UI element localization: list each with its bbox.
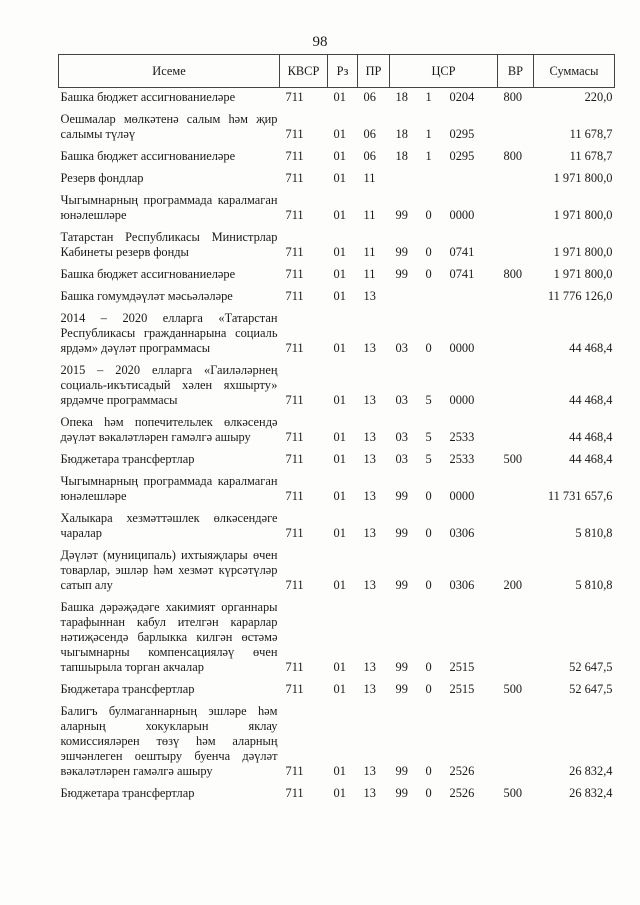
- row-rz: 01: [333, 489, 346, 503]
- row-rz: 01: [333, 786, 346, 800]
- row-sum: 1 971 800,0: [553, 208, 613, 222]
- row-name: Башка гомумдәүләт мәсьәләләре: [60, 289, 233, 303]
- row-kvsr: 711: [285, 208, 304, 222]
- row-pr: 13: [363, 489, 376, 503]
- row-sum: 11 678,7: [569, 149, 613, 163]
- row-pr: 11: [363, 208, 376, 222]
- row-csr-direction: 0741: [449, 267, 475, 281]
- row-csr-subprogram: 0: [425, 526, 432, 540]
- row-sum: 11 776 126,0: [547, 289, 613, 303]
- row-pr: 13: [363, 786, 376, 800]
- row-rz: 01: [333, 245, 346, 259]
- header-csr: ЦСР: [390, 55, 498, 88]
- row-rz: 01: [333, 171, 346, 185]
- row-csr-program: 18: [395, 149, 408, 163]
- table-row: [59, 784, 615, 806]
- table-header-row: [59, 55, 615, 88]
- row-csr-program: 99: [395, 267, 408, 281]
- row-csr-direction: [444, 287, 498, 309]
- row-vr: [498, 361, 534, 413]
- table-row: [59, 450, 615, 472]
- row-rz: 01: [333, 682, 346, 696]
- row-csr-program: 99: [395, 578, 408, 592]
- table-row: [59, 598, 615, 680]
- table-row: [59, 191, 615, 228]
- header-sum: Суммасы: [534, 55, 615, 88]
- row-kvsr: 711: [285, 489, 304, 503]
- table-row: [59, 228, 615, 265]
- row-vr: [498, 191, 534, 228]
- row-pr: 13: [363, 289, 376, 303]
- row-kvsr: 711: [285, 149, 304, 163]
- row-kvsr: 711: [285, 682, 304, 696]
- row-rz: 01: [333, 341, 346, 355]
- row-pr: 13: [363, 526, 376, 540]
- row-rz: 01: [333, 660, 346, 674]
- row-name: Башка бюджет ассигнованиеләре: [60, 149, 236, 163]
- row-sum: 44 468,4: [569, 393, 613, 407]
- row-sum: 44 468,4: [569, 430, 613, 444]
- row-csr-program: 99: [395, 786, 408, 800]
- header-name: Исеме: [59, 55, 280, 88]
- row-csr-subprogram: [420, 287, 444, 309]
- table-row: [59, 287, 615, 309]
- row-rz: 01: [333, 452, 346, 466]
- table-row: [59, 546, 615, 598]
- row-rz: 01: [333, 764, 346, 778]
- row-vr: [498, 287, 534, 309]
- row-vr: [498, 169, 534, 191]
- row-pr: 13: [363, 578, 376, 592]
- row-kvsr: 711: [285, 526, 304, 540]
- row-vr: 500: [503, 682, 523, 696]
- row-csr-direction: 2533: [449, 430, 475, 444]
- table-body: [59, 88, 615, 807]
- row-csr-subprogram: 0: [425, 764, 432, 778]
- row-csr-direction: 0295: [449, 149, 475, 163]
- row-sum: 11 731 657,6: [547, 489, 613, 503]
- row-csr-direction: 0306: [449, 526, 475, 540]
- row-rz: 01: [333, 526, 346, 540]
- row-kvsr: 711: [285, 90, 304, 104]
- row-vr: 200: [503, 578, 523, 592]
- row-sum: 5 810,8: [575, 578, 613, 592]
- row-pr: 13: [363, 393, 376, 407]
- row-csr-direction: 0000: [449, 341, 475, 355]
- row-vr: 500: [503, 452, 523, 466]
- row-csr-program: 03: [395, 393, 408, 407]
- table-row: [59, 361, 615, 413]
- table-row: [59, 88, 615, 111]
- table-row: [59, 110, 615, 147]
- row-csr-program: 99: [395, 526, 408, 540]
- row-name: Бюджетара трансфертлар: [60, 682, 195, 696]
- row-csr-program: 99: [395, 682, 408, 696]
- row-rz: 01: [333, 267, 346, 281]
- row-kvsr: 711: [285, 171, 304, 185]
- row-pr: 06: [363, 90, 376, 104]
- row-sum: 1 971 800,0: [553, 245, 613, 259]
- row-csr-program: [390, 287, 420, 309]
- row-csr-subprogram: 5: [425, 430, 432, 444]
- row-name: Чыгымнарның программада каралмаган юнәлешләре: [60, 193, 278, 222]
- table-row: [59, 472, 615, 509]
- row-name: 2014 – 2020 елларга «Татарстан Республикасы гражданнарына социаль ярдәм» дәүләт программасы: [60, 311, 278, 355]
- row-csr-program: 99: [395, 489, 408, 503]
- row-rz: 01: [333, 149, 346, 163]
- row-kvsr: 711: [285, 289, 304, 303]
- row-vr: [498, 110, 534, 147]
- row-kvsr: 711: [285, 786, 304, 800]
- row-pr: 06: [363, 127, 376, 141]
- header-pr: ПР: [358, 55, 390, 88]
- page-number: 98: [312, 34, 328, 50]
- row-sum: 26 832,4: [569, 764, 613, 778]
- row-rz: 01: [333, 127, 346, 141]
- row-csr-direction: 0000: [449, 489, 475, 503]
- row-kvsr: 711: [285, 341, 304, 355]
- row-kvsr: 711: [285, 764, 304, 778]
- row-pr: 13: [363, 341, 376, 355]
- row-csr-direction: [444, 169, 498, 191]
- row-csr-subprogram: 0: [425, 660, 432, 674]
- row-csr-subprogram: 0: [425, 578, 432, 592]
- row-pr: 13: [363, 764, 376, 778]
- row-kvsr: 711: [285, 660, 304, 674]
- row-csr-direction: 2515: [449, 682, 475, 696]
- row-kvsr: 711: [285, 267, 304, 281]
- row-sum: 44 468,4: [569, 452, 613, 466]
- row-sum: 26 832,4: [569, 786, 613, 800]
- row-name: Чыгымнарның программада каралмаган юнәлешләре: [60, 474, 278, 503]
- table-row: [59, 147, 615, 169]
- row-csr-subprogram: 0: [425, 208, 432, 222]
- row-vr: [498, 702, 534, 784]
- row-name: Башка бюджет ассигнованиеләре: [60, 90, 236, 104]
- row-csr-subprogram: 1: [425, 90, 432, 104]
- row-sum: 44 468,4: [569, 341, 613, 355]
- header-kvsr: КВСР: [280, 55, 328, 88]
- budget-table: [58, 54, 615, 806]
- row-sum: 1 971 800,0: [553, 171, 613, 185]
- row-csr-subprogram: 0: [425, 489, 432, 503]
- row-csr-subprogram: 1: [425, 127, 432, 141]
- row-vr: [498, 228, 534, 265]
- row-pr: 11: [363, 245, 376, 259]
- row-sum: 220,0: [584, 90, 613, 104]
- row-csr-direction: 2526: [449, 764, 475, 778]
- table-row: [59, 265, 615, 287]
- row-rz: 01: [333, 430, 346, 444]
- row-kvsr: 711: [285, 430, 304, 444]
- table-row: [59, 413, 615, 450]
- table-row: [59, 702, 615, 784]
- row-csr-subprogram: 5: [425, 452, 432, 466]
- row-rz: 01: [333, 90, 346, 104]
- row-kvsr: 711: [285, 452, 304, 466]
- row-csr-direction: 0295: [449, 127, 475, 141]
- row-vr: [498, 472, 534, 509]
- row-name: Татарстан Республикасы Министрлар Кабинеты резерв фонды: [60, 230, 278, 259]
- row-vr: 500: [503, 786, 523, 800]
- row-sum: 52 647,5: [569, 682, 613, 696]
- row-vr: [498, 309, 534, 361]
- row-name: Балигъ булмаганнарның эшләре һәм аларның хокукларын яклау комиссияләрен төзү һәм аларның эшчәнлеген оештыру буенча дәүләт вәкаләтләрен гамәлгә ашыру: [60, 704, 278, 778]
- row-csr-program: 99: [395, 208, 408, 222]
- row-csr-program: [390, 169, 420, 191]
- row-name: Оешмалар мөлкәтенә салым һәм җир салымы түләү: [60, 112, 278, 141]
- row-vr: [498, 509, 534, 546]
- row-pr: 11: [363, 267, 376, 281]
- row-name: Башка бюджет ассигнованиеләре: [60, 267, 236, 281]
- row-csr-direction: 0000: [449, 208, 475, 222]
- row-vr: [498, 413, 534, 450]
- row-name: Башка дәрәҗәдәге хакимият органнары тарафыннан кабул ителгән карарлар нәтиҗәсендә барлыкка килгән өстәмә чыгымнарны компенсацияләү өчен тапшырыла торган акчалар: [60, 600, 278, 674]
- row-rz: 01: [333, 578, 346, 592]
- row-vr: 800: [503, 267, 523, 281]
- row-csr-program: 99: [395, 245, 408, 259]
- row-sum: 52 647,5: [569, 660, 613, 674]
- row-csr-direction: 0204: [449, 90, 475, 104]
- row-csr-subprogram: 0: [425, 682, 432, 696]
- row-kvsr: 711: [285, 578, 304, 592]
- row-csr-subprogram: [420, 169, 444, 191]
- row-csr-subprogram: 5: [425, 393, 432, 407]
- row-csr-program: 99: [395, 764, 408, 778]
- row-name: Опека һәм попечительлек өлкәсендә дәүләт вәкаләтләрен гамәлгә ашыру: [60, 415, 278, 444]
- row-csr-program: 18: [395, 127, 408, 141]
- row-kvsr: 711: [285, 127, 304, 141]
- row-name: 2015 – 2020 елларга «Гаиләләрнең социаль-икътисадый хәлен яхшырту» ярдәмче программасы: [60, 363, 278, 407]
- row-csr-program: 18: [395, 90, 408, 104]
- row-name: Резерв фондлар: [60, 171, 144, 185]
- row-name: Бюджетара трансфертлар: [60, 786, 195, 800]
- row-rz: 01: [333, 393, 346, 407]
- table-row: [59, 680, 615, 702]
- row-pr: 11: [363, 171, 376, 185]
- row-vr: [498, 598, 534, 680]
- row-csr-program: 99: [395, 660, 408, 674]
- row-rz: 01: [333, 289, 346, 303]
- row-csr-direction: 0000: [449, 393, 475, 407]
- row-csr-direction: 0306: [449, 578, 475, 592]
- row-csr-subprogram: 0: [425, 267, 432, 281]
- row-pr: 13: [363, 452, 376, 466]
- row-csr-direction: 2526: [449, 786, 475, 800]
- row-kvsr: 711: [285, 393, 304, 407]
- table-row: [59, 309, 615, 361]
- row-csr-program: 03: [395, 341, 408, 355]
- row-pr: 13: [363, 660, 376, 674]
- row-csr-program: 03: [395, 430, 408, 444]
- row-csr-subprogram: 1: [425, 149, 432, 163]
- row-csr-subprogram: 0: [425, 786, 432, 800]
- table-row: [59, 509, 615, 546]
- row-pr: 13: [363, 682, 376, 696]
- row-csr-subprogram: 0: [425, 341, 432, 355]
- table-row: [59, 169, 615, 191]
- row-sum: 11 678,7: [569, 127, 613, 141]
- row-csr-direction: 2533: [449, 452, 475, 466]
- row-name: Дәүләт (муниципаль) ихтыяҗлары өчен товарлар, эшләр һәм хезмәт күрсәтүләр сатып алу: [60, 548, 278, 592]
- row-name: Бюджетара трансфертлар: [60, 452, 195, 466]
- row-csr-direction: 0741: [449, 245, 475, 259]
- row-kvsr: 711: [285, 245, 304, 259]
- row-csr-direction: 2515: [449, 660, 475, 674]
- row-name: Халыкара хезмәттәшлек өлкәсендәге чаралар: [60, 511, 278, 540]
- row-sum: 1 971 800,0: [553, 267, 613, 281]
- row-vr: 800: [503, 149, 523, 163]
- row-csr-subprogram: 0: [425, 245, 432, 259]
- row-csr-program: 03: [395, 452, 408, 466]
- header-vr: ВР: [498, 55, 534, 88]
- header-rz: Рз: [328, 55, 358, 88]
- row-sum: 5 810,8: [575, 526, 613, 540]
- row-pr: 13: [363, 430, 376, 444]
- row-pr: 06: [363, 149, 376, 163]
- row-vr: 800: [503, 90, 523, 104]
- row-rz: 01: [333, 208, 346, 222]
